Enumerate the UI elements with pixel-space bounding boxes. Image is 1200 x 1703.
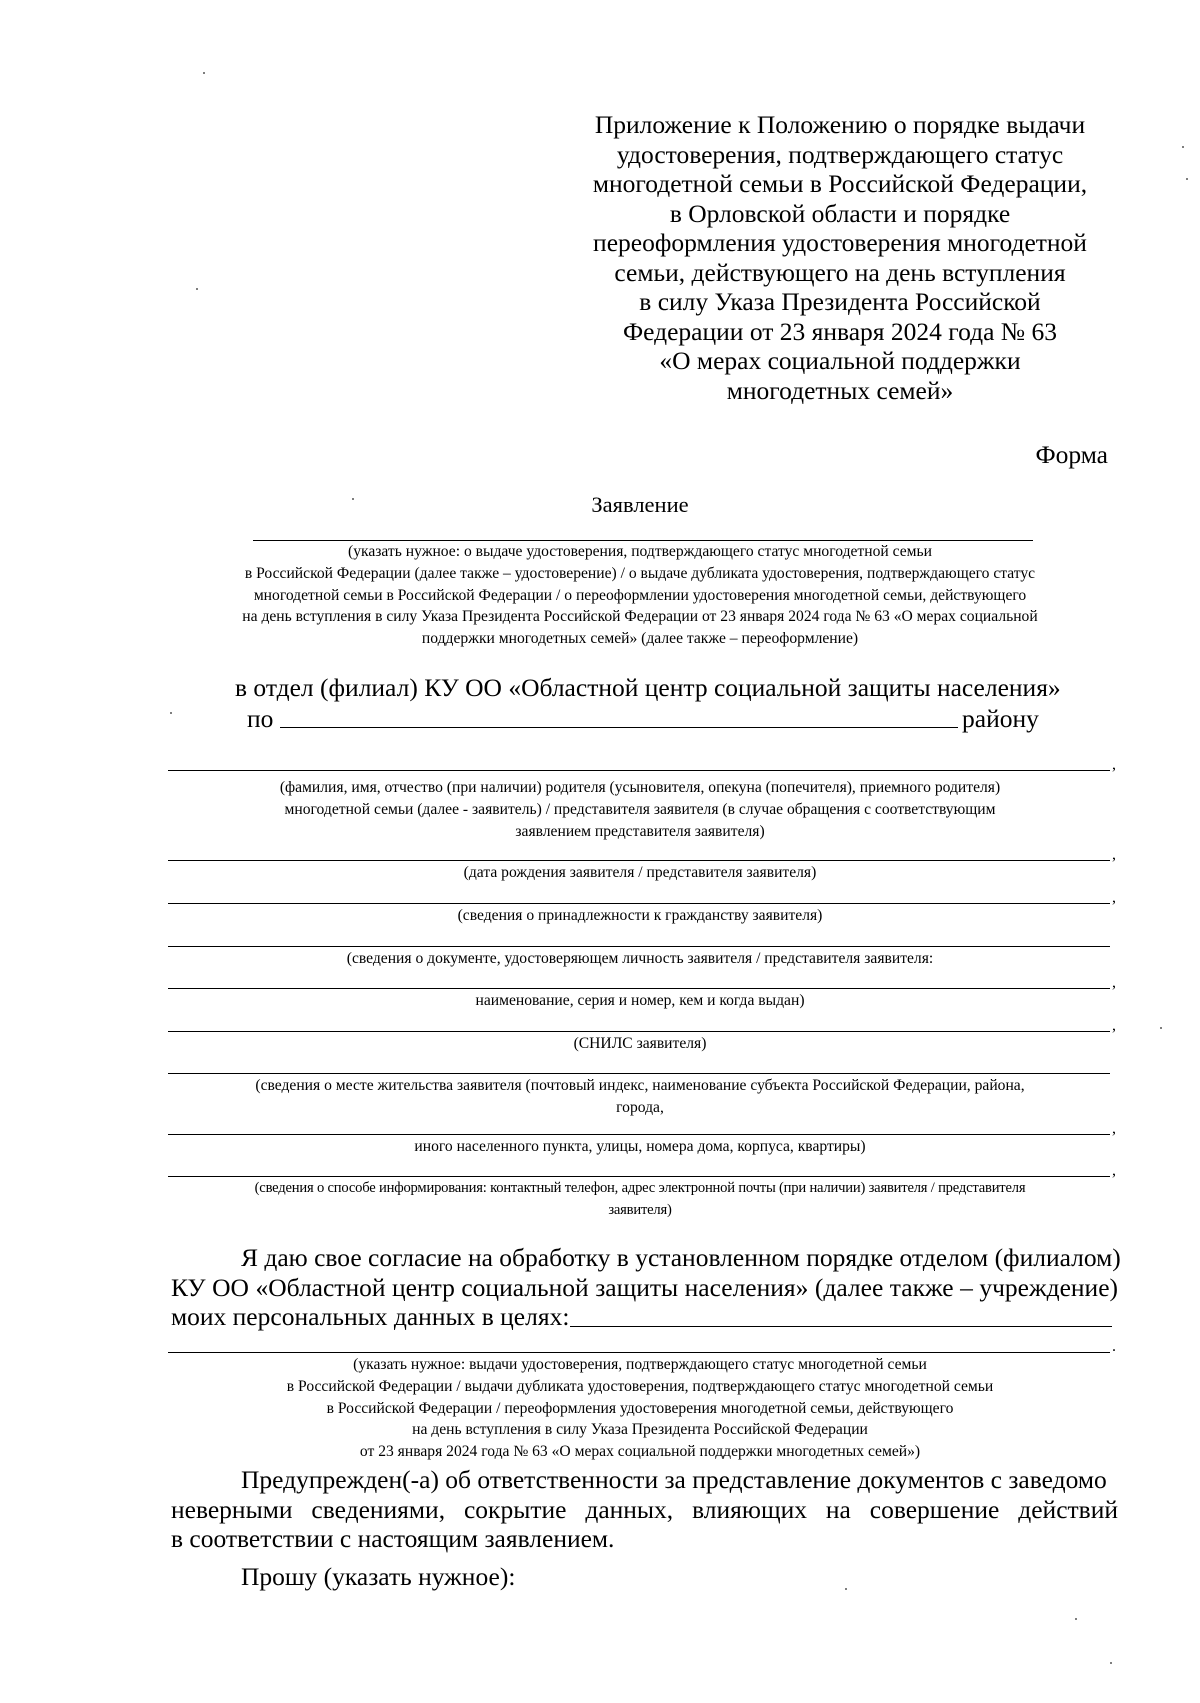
address-field-1[interactable] <box>168 1073 1110 1074</box>
snils-field[interactable] <box>168 1031 1110 1032</box>
scan-speck <box>1075 1618 1077 1620</box>
word: совершение <box>869 1494 1000 1524</box>
consent-purpose-field[interactable] <box>570 1326 1112 1327</box>
appendix-header <box>560 110 1120 405</box>
address-field-2[interactable] <box>168 1134 1110 1135</box>
word: (далее <box>814 1272 884 1302</box>
word: – <box>960 1272 973 1302</box>
word: КУ <box>171 1272 206 1302</box>
appendix-line: многодетной семьи в Российской Федерации, <box>592 169 1088 198</box>
snils-note: (СНИЛС заявителя) <box>573 1035 707 1052</box>
fio-field[interactable] <box>168 770 1110 771</box>
word: данных, <box>585 1494 674 1524</box>
comma-mark: , <box>1112 889 1116 906</box>
appendix-line: Приложение к Положению о порядке выдачи <box>594 110 1086 139</box>
comma-mark: , <box>1112 756 1116 773</box>
form-label: Форма <box>1035 440 1108 469</box>
word: сокрытие <box>463 1494 567 1524</box>
scan-speck <box>845 1588 847 1590</box>
consent-note: (указать нужное: выдачи удостоверения, подтверждающего статус многодетной семьи в Российской Федерации / выдачи дубликата удостоверения, подтверждающего статус многодетной семьи в Российской Федерации / переоформления удостоверения многодетной семьи, действующего на день вступления в силу Указа Президента Российской Федерации от 23 января 2024 года № 63 «О мерах социальной поддержки многодетных семей») <box>286 1356 994 1461</box>
citizenship-note: (сведения о принадлежности к гражданству заявителя) <box>457 907 823 924</box>
comma-mark: , <box>1112 846 1116 863</box>
word: населения» <box>684 1272 809 1302</box>
contact-field[interactable] <box>168 1176 1110 1177</box>
scan-speck <box>1182 146 1184 148</box>
appendix-line: переоформления удостоверения многодетной <box>593 228 1087 257</box>
address-note-2: иного населенного пункта, улицы, номера дома, корпуса, квартиры) <box>414 1138 866 1155</box>
comma-mark: , <box>1112 974 1116 991</box>
birth-date-note: (дата рождения заявителя / представителя заявителя) <box>463 864 817 881</box>
id-document-note-2: наименование, серия и номер, кем и когда выдан) <box>475 992 805 1009</box>
word: влияющих <box>692 1494 807 1524</box>
birth-date-field[interactable] <box>168 860 1110 861</box>
id-document-note-1: (сведения о документе, удостоверяющем личность заявителя / представителя заявителя: <box>346 950 934 967</box>
word: «Областной <box>255 1272 386 1302</box>
word: сведениями, <box>311 1494 446 1524</box>
appendix-line: в Орловской области и порядке <box>669 198 1011 228</box>
scan-speck <box>1186 178 1188 180</box>
comma-mark: , <box>1112 1120 1116 1137</box>
address-note-1: (сведения о месте жительства заявителя (почтовый индекс, наименование субъекта Российской Федерации, района, города, <box>255 1077 1025 1116</box>
consent-paragraph: Я даю свое согласие на обработку в установленном порядке отделом (филиалом) КУ ОО «Областной центр социальной защиты населения» (далее также – учреждение) моих персональных данных в целях: <box>171 1243 1121 1331</box>
contact-note: (сведения о способе информирования: контактный телефон, адрес электронной почты (при наличии) заявителя / представителя заявителя) <box>254 1180 1026 1218</box>
fio-note: (фамилия, имя, отчество (при наличии) родителя (усыновителя, опекуна (попечителя), приемного родителя) многодетной семьи (далее - заявитель) / представителя заявителя (в случае обращения с соответствующим заявлением представителя заявителя) <box>279 779 1001 840</box>
appendix-line: многодетных семей» <box>726 375 954 405</box>
word: ОО <box>212 1272 249 1302</box>
addressee-line: в отдел (филиал) КУ ОО «Областной центр социальной защиты населения» <box>235 673 1061 702</box>
request-line: Прошу (указать нужное): <box>241 1562 516 1591</box>
citizenship-field[interactable] <box>168 903 1110 904</box>
word: также <box>889 1272 954 1302</box>
id-document-field-1[interactable] <box>168 946 1110 947</box>
application-type-note: (указать нужное: о выдаче удостоверения, подтверждающего статус многодетной семьи в Российской Федерации (далее также – удостоверение) / о выдаче дубликата удостоверения, подтверждающего статус многодетной семьи в Российской Федерации / о переоформлении удостоверения многодетной семьи, действующего на день вступления в силу Указа Президента Российской Федерации от 23 января 2024 года № 63 «О мерах социальной поддержки многодетных семей» (далее также – переоформление) <box>242 543 1038 648</box>
scan-speck <box>1110 1662 1112 1664</box>
addressee-po: по <box>247 704 274 733</box>
addressee-rayon: району <box>962 704 1039 733</box>
word: неверными <box>171 1494 293 1524</box>
scan-speck <box>1160 1027 1162 1029</box>
appendix-line: Федерации от 23 января 2024 года № 63 <box>623 316 1057 346</box>
appendix-line: удостоверения, подтверждающего статус <box>616 139 1064 169</box>
word: на <box>825 1494 851 1524</box>
id-document-field-2[interactable] <box>168 988 1110 989</box>
scan-speck <box>352 498 354 500</box>
appendix-line: семьи, действующего на день вступления <box>614 257 1066 287</box>
district-field[interactable] <box>280 727 958 728</box>
warning-paragraph: Предупрежден(-а) об ответственности за представление документов с заведомо неверными сведениями, сокрытие данных, влияющих на совершение действий в соответствии с настоящим заявлением. <box>171 1465 1118 1553</box>
comma-mark: , <box>1112 1017 1116 1034</box>
word: действий <box>1018 1494 1118 1524</box>
end-mark: . <box>1112 1338 1116 1355</box>
word: учреждение) <box>979 1272 1118 1302</box>
appendix-line: в силу Указа Президента Российской <box>639 287 1041 316</box>
comma-mark: , <box>1112 1162 1116 1179</box>
word: защиты <box>595 1272 679 1302</box>
scan-speck <box>196 288 198 290</box>
word: центр <box>392 1272 455 1302</box>
word: социальной <box>461 1272 589 1302</box>
scan-speck <box>203 72 205 74</box>
consent-purpose-field-2[interactable] <box>168 1352 1110 1353</box>
appendix-line: «О мерах социальной поддержки <box>659 346 1021 375</box>
document-title: Заявление <box>591 492 689 517</box>
scan-speck <box>170 712 172 714</box>
